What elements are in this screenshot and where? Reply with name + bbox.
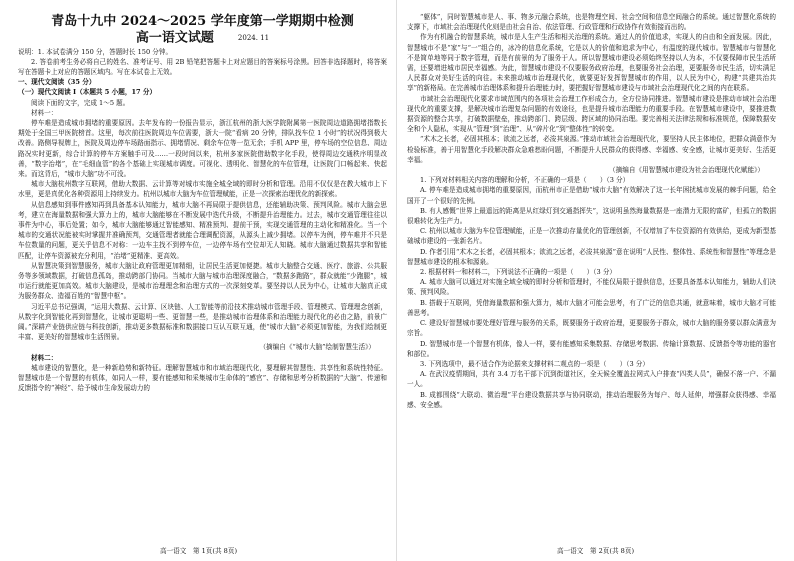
- question-option: A. 城市大脑可以通过对实施全域全城的即时分析和管理时，不能仅局限于提供信息，还要具备基本认知能力，辅助人们决策、预判风险。: [407, 278, 776, 297]
- paragraph: 停车难是造成城市拥堵的重要原因。去年发布的一份报告显示，浙江杭州的浙大医学院附属第一医院周边道路拥堵指数长期处于全国三甲医院榜首。这里，每次前往医院周边车位需要，浙大一院“看病 20 分钟，排队找车位 1 小时”的状况得到极大改善。路侧导视牌上，医院及周边停车场路面指示、拥堵情况、剩余车位等一览无余；手机 APP 里，停车场的空位信息、周边路况实时更新，综合计算的停车方案触手可及……一段时间以来，杭州多家医院借助数字化手段，使得周边交通秩序明显改善，“数字治堵”，在“毛细血管”的各个基础上实现城市调度。可视化、透明化、智慧化的车位管理，让医院门口畅起来、快起来。而这背后，“城市大脑”功不可没。: [18, 118, 387, 178]
- paragraph: “术木之长者，必固其根本；欲流之远者，必浚其泉源。”推动市域社会治理现代化，要坚持人民主体地位，把群众满意作为检验标准，善于用智慧化手段解决群众急难愁盼问题，不断提升人民群众的获得感、幸福感、安全感，让城市更美好、生活更幸福。: [407, 135, 776, 164]
- question-option: B. 搭载于互联网，凭借海量数据和强大算力，城市大脑才可能会思考，有了广泛的信息共通，就意味着，城市大脑才可能善思考。: [407, 298, 776, 317]
- paragraph: 从信息感知到事件感知再到具备基本认知能力，城市大脑不再局限于提供信息，还能辅助决策、预判风险。城市大脑会思考，建立在海量数据和强大算力上的，城市大脑能够在不断发展中迭代升级，不断提升治理能力。过去，城市交通管理往往以事件为中心，事后处置；如今，城市大脑能够通过智能感知、精准预判、提前干预，实现交通管理的主动化和精准化。当一个城市的交通状况能被实时掌握并准确预判，交通管理者就能合理调配资源，从源头上减少拥堵。以停车为例，停车难并不只是车位数量的问题，更关乎信息不对称：一边车主找不到停车位，一边停车场有空位却无人知晓。城市大脑通过数据共享和智能匹配，让停车资源被充分利用，“治堵”更精准、更高效。: [18, 200, 387, 260]
- paragraph: “躯体”，同时智慧城市是人、事、物多元融合系统，也是物理空间、社会空间和信息空间融合的系统。通过智慧化系统的支撑下，市域社会治理现代化则是由社会自治、依法管理、行政管理和行政协作有效衔接而出的。: [407, 13, 776, 32]
- material-2-label: 材料二：: [31, 353, 58, 362]
- page-footer: 高一语文 第 2页(共 8页): [556, 547, 635, 555]
- question-option: A. 在武汉疫情期间，共有 3.4 万名干部下沉到街道社区，全天候全覆盖拉网式入户排查“四类人员”，确保不落一户、不漏一人。: [407, 370, 776, 389]
- page-right: [397, 0, 794, 561]
- paragraph: 城市建设的智慧化，是一种新趋势和新特征。理解智慧城市和市域治理现代化，要理解其智慧性、共享性和系统性特征。智慧城市是一个智慧的有机体，如同人一样，要有能感知和采集城市生命体的“感官”、存储和思考分析数据的“大脑”、传递和反馈指令的“神经”、给予城市生命发展动力的: [18, 363, 387, 393]
- subject-title: 高一语文试题: [135, 30, 214, 46]
- paragraph: 城市大脑杭州数字互联网，借助大数据、云计算等对城市实施全城全域的即时分析和管理。沿用不仅仅是在教大城市上下水里，更是真优化各种资源用上持续发力。杭州以城市大脑为车位管理赋能，正是一次探索治理优化的新探索。: [18, 180, 387, 199]
- paragraph: 从智慧决策到智慧服务，城市大脑让政府管理更加精细，让居民生活更加便捷。城市大脑整合交通、医疗、旅游、公共服务等多领域数据，打破信息孤岛，推动跨部门协同。当城市大脑与城市治理深度融合，“数据多跑路”，群众就能“少跑腿”，城市运行就能更加高效。城市大脑建设，是城市治理理念和治理方式的一次深刻变革。要坚持以人民为中心，让城市大脑真正成为服务群众、造福百姓的“智慧中枢”。: [18, 261, 387, 301]
- question-stem: 3. 下列选项中，最不适合作为论据来支撑材料二观点的一项是（ ）（3 分）: [420, 359, 649, 368]
- material-1-label: 材料一：: [31, 108, 58, 117]
- exam-subtitle: [18, 30, 387, 47]
- subsection-heading: （一）现代文阅读 I（本题共 5 小题，17 分）: [18, 88, 157, 97]
- question-stem: 2. 根据材料一和材料二，下列说法不正确的一项是（ ）（3 分）: [420, 268, 617, 277]
- paragraph: 作为有机融合的智慧系统，城市是人生产生活和相关治理的系统。通过人的价值追求，实现人的自由和全面发展。因此，智慧城市不是“家”与“一”组合的，冰冷的信息化系统，它是以人的价值和追求为中心，有温度的现代城市。智慧城市与智慧化不是简单地等同于数字管理，而是有前景的为了服务于人。所以智慧城市建设必须始终坚持以人为本，不仅要保障市民生活所需，还要增进城市居民幸福感。为此，智慧城市建设不仅要服务政府治理，也要服务社会治理，更要服务市民生活，切实满足人民群众对美好生活的向往。未来推动城市治理现代化，就要更好发挥智慧城市的作用，以人民为中心，构建“共建共治共享”的新格局。在完善城市治理体系和提升治理能力时，要把握好智慧城市建设与市域社会治理现代化之间的内在联系。: [407, 33, 776, 93]
- question-option: D. 智慧城市是一个智慧有机体，像人一样，要有能感知采集数据、存储思考数据、传输计算数据、反馈指令等功能的器官和部位。: [407, 339, 776, 358]
- instruction-1: 说明：1. 本试卷满分 150 分，答题时长 150 分钟。: [18, 47, 173, 56]
- question-option: A. 停车难是造成城市拥堵的重要原因，而杭州市正是借助“城市大脑”有效解决了这一长年困扰城市发展的棘手问题，给全国开了一个很好的先例。: [407, 186, 776, 205]
- source-citation: （摘编自《“城市大脑”绘制智慧生活》）: [259, 343, 375, 352]
- question-stem: 1. 下列对材料相关内容的理解和分析，不正确的一项是（ ）（3 分）: [420, 176, 630, 185]
- exam-date: 2024. 11: [237, 34, 270, 42]
- page-footer: 高一语文 第 1页(共 8页): [159, 547, 238, 555]
- question-option: D. 作者引用“术木之长者，必固其根本；欲流之远者，必浚其泉源”意在说明“人民性、整体性、系统性和智慧性”等理念是智慧城市建设的根本和源泉。: [407, 247, 776, 266]
- exam-title: 青岛十九中 2024～2025 学年度第一学期期中检测: [51, 14, 354, 29]
- source-citation: （摘编自《用智慧城市建设为社会治理现代化赋能》）: [609, 166, 764, 175]
- question-option: C. 建设好智慧城市要处理好管理与服务的关系，既要服务于政府治理，更要服务于群众，城市大脑的服务要以群众满意为宗旨。: [407, 319, 776, 338]
- question-option: B. 成都围绕“大联动、微治理”平台建设数据共享与协同联动，推动治理服务为每户、每人延伸，增强群众获得感、幸福感、安全感。: [407, 390, 776, 409]
- paragraph: 市域社会治理现代化要求市域范围内的各项社会治理工作形成合力，全方位协同推进。智慧城市建设是推动市域社会治理现代化的重要支撑，是解决城市治理复杂问题的有效途径，也是提升城市治理能力的重要手段。在智慧城市建设中，要推进数据资源的整合共享，打破数据壁垒，推动跨部门、跨层级、跨区域的协同治理。要完善相关法律法规和标准规范，保障数据安全和个人隐私，实现从“管理”到“治理”、从“碎片化”到“整体性”的转变。: [407, 94, 776, 134]
- instruction-2: 2. 答卷前考生务必将自己的姓名、准考证号、用 2B 铅笔把答题卡上对应题目的答案标号涂黑。回答非选择题时，将答案写在答题卡上对应的答题区域内。写在本试卷上无效。: [18, 57, 387, 76]
- question-option: C. 杭州以城市大脑为车位管理赋能，正是一次推动存量优化的管理创新，不仅增加了车位资源的有效供给，更成为新型基础城市建设的一张新名片。: [407, 227, 776, 246]
- question-option: B. 有人感慨“世界上最遥远的距离是从红绿灯到交通指挥失”，这说明虽然海量数据是一座潜力无限的富矿，但孤立的数据很难转化为生产力。: [407, 206, 776, 226]
- paragraph: 习近平总书记强调，“运用大数据、云计算、区块链、人工智能等前沿技术推动城市管理手段、管理模式、管理理念创新，从数字化到智能化再到智慧化，让城市更聪明一些、更智慧一些，是推动城市治理体系和治理能力现代化的必由之路，前景广阔。”深耕产业链供应链与科技创新，推动更多数据标准和数据接口互认互联互通，使“城市大脑”必须更加智能，为我们绘制更丰富、更美好的智慧城市生活图景。: [18, 302, 387, 342]
- reading-prompt: 阅读下面的文字，完成 1～5 题。: [31, 98, 130, 107]
- section-heading: 一、现代文阅读（35 分）: [18, 78, 96, 87]
